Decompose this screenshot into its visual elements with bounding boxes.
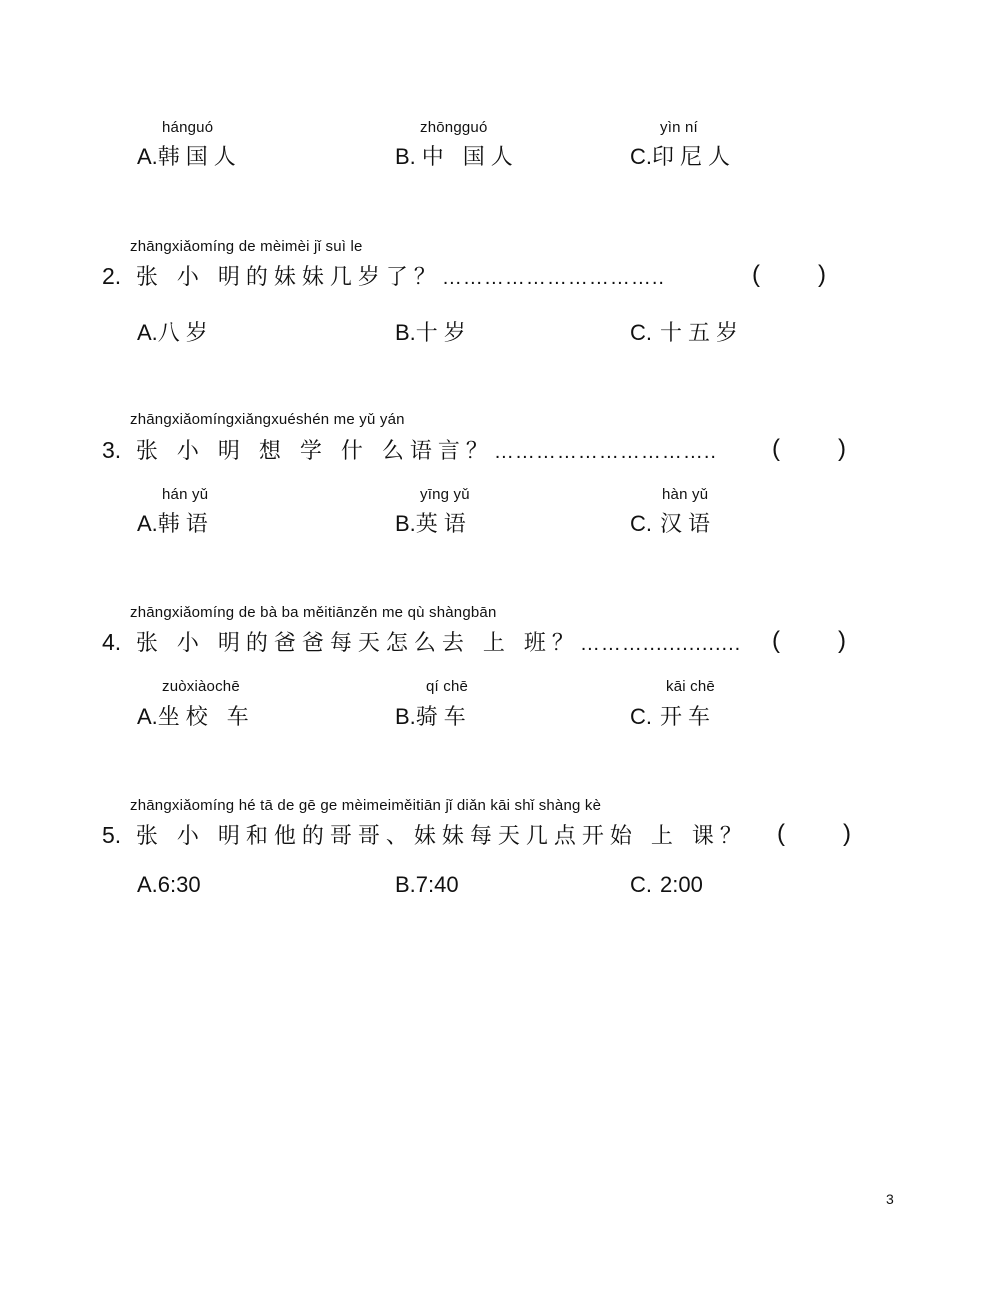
q1-option-c[interactable] [630, 140, 736, 171]
q5-pinyin: zhāngxiǎomíng hé tā de gē ge mèimeiměitiān jǐ diǎn kāi shǐ shàng kè [130, 797, 602, 814]
q3-option-b[interactable] [395, 507, 472, 538]
q3-option-c-letter: C. [630, 511, 652, 536]
q5-option-b[interactable] [395, 872, 459, 898]
q2-number: 2. [102, 263, 122, 289]
q2-option-b[interactable] [395, 316, 472, 347]
q2-answer-open-paren: ( [752, 261, 760, 288]
q3-option-a-text: 韩语 [157, 512, 214, 537]
q5-option-c-text: 2:00 [660, 872, 703, 897]
q5-question [102, 819, 748, 850]
q5-answer-blank[interactable] [790, 821, 840, 851]
q4-pinyin: zhāngxiǎomíng de bà ba měitiānzěn me qù shàngbān [130, 604, 497, 621]
q5-answer-open-paren: ( [777, 820, 785, 847]
q1-option-b-text: 中 国人 [421, 145, 519, 170]
q2-answer-close-paren: ) [818, 261, 826, 288]
q5-number: 5. [102, 822, 122, 848]
q4-option-a[interactable] [137, 700, 255, 731]
q4-answer-open-paren: ( [772, 627, 780, 654]
q3-number: 3. [102, 437, 122, 463]
q2-text: 张 小 明的妹妹几岁了？ [135, 265, 442, 290]
q2-option-c-text: 十五岁 [660, 321, 745, 346]
q4-option-b-text: 骑车 [415, 705, 472, 730]
q4-dots: ………............... [579, 633, 742, 655]
q3-option-a-letter: A. [137, 511, 158, 536]
q3-option-c-pinyin: hàn yǔ [662, 486, 709, 503]
page-number: 3 [886, 1191, 894, 1207]
q2-option-a-letter: A. [137, 320, 158, 345]
q2-option-c-letter: C. [630, 320, 652, 345]
q3-answer-blank[interactable] [785, 436, 835, 466]
q5-answer-close-paren: ) [843, 820, 851, 847]
q5-option-b-text: 7:40 [415, 872, 459, 897]
q4-option-c-text: 开车 [660, 705, 717, 730]
q3-option-c[interactable] [630, 507, 716, 538]
q1-option-b-letter: B. [395, 144, 416, 169]
q4-option-b-letter: B. [395, 704, 416, 729]
q3-option-c-text: 汉语 [660, 512, 717, 537]
q3-text: 张 小 明 想 学 什 么语言？ [135, 439, 494, 464]
q2-option-a-text: 八岁 [157, 321, 214, 346]
q5-option-c-letter: C. [630, 872, 652, 897]
q5-option-b-letter: B. [395, 872, 416, 897]
q4-option-c-pinyin: kāi chē [666, 678, 715, 695]
q3-pinyin: zhāngxiǎomíngxiǎngxuéshén me yǔ yán [130, 411, 405, 428]
q2-dots: ………………………….. [441, 267, 665, 289]
q1-option-a-text: 韩国人 [157, 145, 242, 170]
q4-option-a-letter: A. [137, 704, 158, 729]
q1-option-c-pinyin: yìn ní [660, 119, 698, 136]
q4-answer-blank[interactable] [785, 628, 835, 658]
q4-number: 4. [102, 629, 122, 655]
q3-answer-close-paren: ) [838, 435, 846, 462]
q3-option-b-letter: B. [395, 511, 416, 536]
q2-pinyin: zhāngxiǎomíng de mèimèi jǐ suì le [130, 238, 363, 255]
q3-question [102, 434, 717, 465]
q1-option-a[interactable] [137, 140, 242, 171]
q1-option-b[interactable] [395, 140, 519, 171]
q2-option-b-letter: B. [395, 320, 416, 345]
q3-option-a-pinyin: hán yǔ [162, 486, 209, 503]
q5-option-a-text: 6:30 [157, 872, 201, 897]
q2-option-c[interactable] [630, 316, 744, 347]
q2-option-a[interactable] [137, 316, 214, 347]
q4-answer-close-paren: ) [838, 627, 846, 654]
q5-option-c[interactable] [630, 872, 703, 898]
q3-option-b-pinyin: yīng yǔ [420, 486, 470, 503]
q5-text: 张 小 明和他的哥哥、妹妹每天几点开始 上 课？ [135, 824, 748, 849]
q2-option-b-text: 十岁 [415, 321, 472, 346]
q1-option-b-pinyin: zhōngguó [420, 119, 488, 136]
q4-option-a-pinyin: zuòxiàochē [162, 678, 240, 695]
q3-option-a[interactable] [137, 507, 214, 538]
q1-option-c-letter: C. [630, 144, 652, 169]
q1-option-a-pinyin: hánguó [162, 119, 214, 136]
q3-dots: ………………………….. [493, 441, 717, 463]
q4-option-b[interactable] [395, 700, 472, 731]
q3-option-b-text: 英语 [415, 512, 472, 537]
q4-option-a-text: 坐校 车 [157, 705, 255, 730]
q5-option-a[interactable] [137, 872, 201, 898]
q4-option-b-pinyin: qí chē [426, 678, 469, 695]
q1-option-c-text: 印尼人 [652, 145, 737, 170]
q4-text: 张 小 明的爸爸每天怎么去 上 班？ [135, 631, 580, 656]
q4-option-c[interactable] [630, 700, 716, 731]
q4-option-c-letter: C. [630, 704, 652, 729]
q1-option-a-letter: A. [137, 144, 158, 169]
q4-question [102, 626, 741, 657]
q5-option-a-letter: A. [137, 872, 158, 897]
q2-question [102, 260, 665, 291]
q2-answer-blank[interactable] [765, 262, 815, 292]
q3-answer-open-paren: ( [772, 435, 780, 462]
